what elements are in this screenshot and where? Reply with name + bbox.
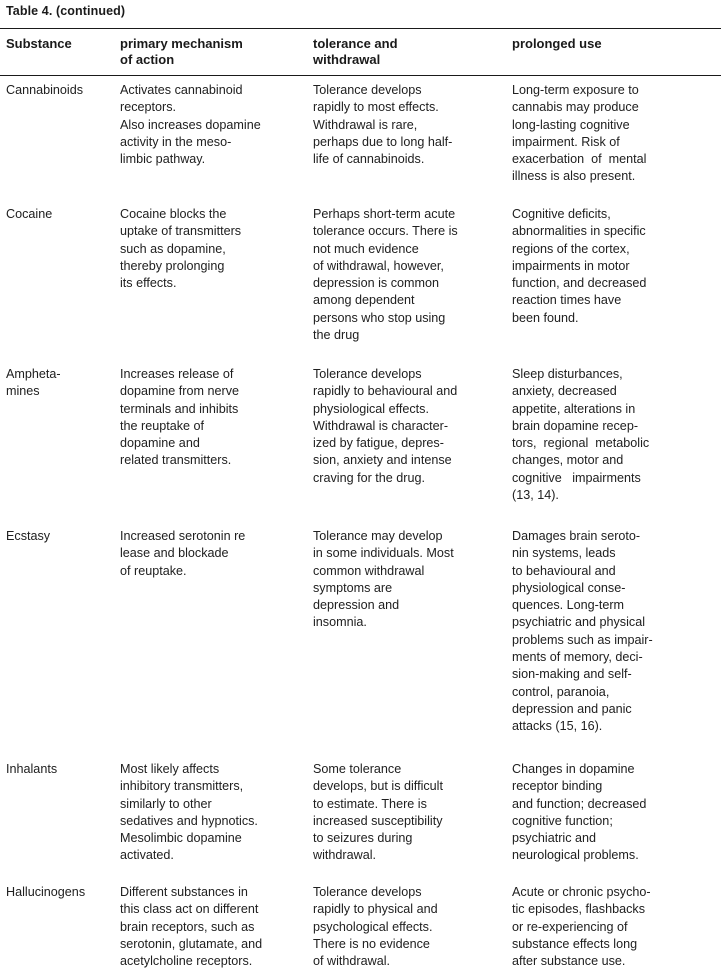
header-substance: Substance (6, 36, 72, 51)
header-tolerance: tolerance and withdrawal (313, 36, 398, 67)
cell-substance: Inhalants (6, 762, 58, 776)
cell-substance: Ecstasy (6, 529, 51, 543)
cell-mechanism: Most likely affects inhibitory transmitters, similarly to other sedatives and hypnotics. Mesolimbic dopamine activated. (120, 762, 258, 863)
cell-tolerance: Tolerance develops rapidly to most effects. Withdrawal is rare, perhaps due to long half- life of cannabinoids. (313, 83, 453, 167)
cell-tolerance: Perhaps short-term acute tolerance occurs. There is not much evidence of withdrawal, however, depression is common among dependent persons who stop using the drug (313, 207, 458, 343)
cell-mechanism: Increased serotonin re lease and blockade of reuptake. (120, 529, 246, 578)
cell-tolerance: Tolerance develops rapidly to behavioural and physiological effects. Withdrawal is character- ized by fatigue, depres- sion, anxiety and intense craving for the drug. (313, 367, 458, 485)
cell-tolerance: Some tolerance develops, but is difficult to estimate. There is increased susceptibility to seizures during withdrawal. (313, 762, 443, 863)
cell-substance: Cocaine (6, 207, 53, 221)
cell-substance: Ampheta- mines (6, 367, 61, 399)
cell-prolonged-use: Changes in dopamine receptor binding and function; decreased cognitive function; psychiatric and neurological problems. (512, 762, 647, 863)
table-title: Table 4. (continued) (6, 4, 126, 18)
cell-mechanism: Activates cannabinoid receptors. Also increases dopamine activity in the meso- limbic pathway. (120, 83, 261, 167)
cell-tolerance: Tolerance develops rapidly to physical and psychological effects. There is no evidence of withdrawal. (313, 885, 438, 969)
cell-mechanism: Different substances in this class act on different brain receptors, such as serotonin, glutamate, and acetylcholine receptors. (120, 885, 263, 969)
table-header-row (0, 36, 721, 76)
table-top-rule (0, 28, 721, 29)
table-header-rule (0, 75, 721, 76)
header-prolonged-use: prolonged use (512, 36, 602, 51)
cell-prolonged-use: Long-term exposure to cannabis may produce long-lasting cognitive impairment. Risk of exacerbation of mental illness is also present. (512, 83, 647, 184)
cell-prolonged-use: Sleep disturbances, anxiety, decreased appetite, alterations in brain dopamine recep- tors, regional metabolic changes, motor and cognitive impairments (13, 14). (512, 367, 650, 503)
cell-mechanism: Increases release of dopamine from nerve terminals and inhibits the reuptake of dopamine and related transmitters. (120, 367, 240, 468)
cell-tolerance: Tolerance may develop in some individuals. Most common withdrawal symptoms are depression and insomnia. (313, 529, 454, 630)
cell-substance: Hallucinogens (6, 885, 86, 899)
header-mechanism: primary mechanism of action (120, 36, 243, 67)
cell-prolonged-use: Acute or chronic psycho- tic episodes, flashbacks or re-experiencing of substance effects long after substance use. (512, 885, 651, 969)
cell-prolonged-use: Cognitive deficits, abnormalities in specific regions of the cortex, impairments in motor function, and decreased reaction times have been found. (512, 207, 647, 325)
cell-mechanism: Cocaine blocks the uptake of transmitters such as dopamine, thereby prolonging its effects. (120, 207, 242, 291)
cell-substance: Cannabinoids (6, 83, 84, 97)
cell-prolonged-use: Damages brain seroto- nin systems, leads to behavioural and physiological conse- quences. Long-term psychiatric and physical problems such as impair- ments of memory, deci- sion-making and self- control, paranoia, depression and panic attacks (15, 16). (512, 529, 653, 734)
